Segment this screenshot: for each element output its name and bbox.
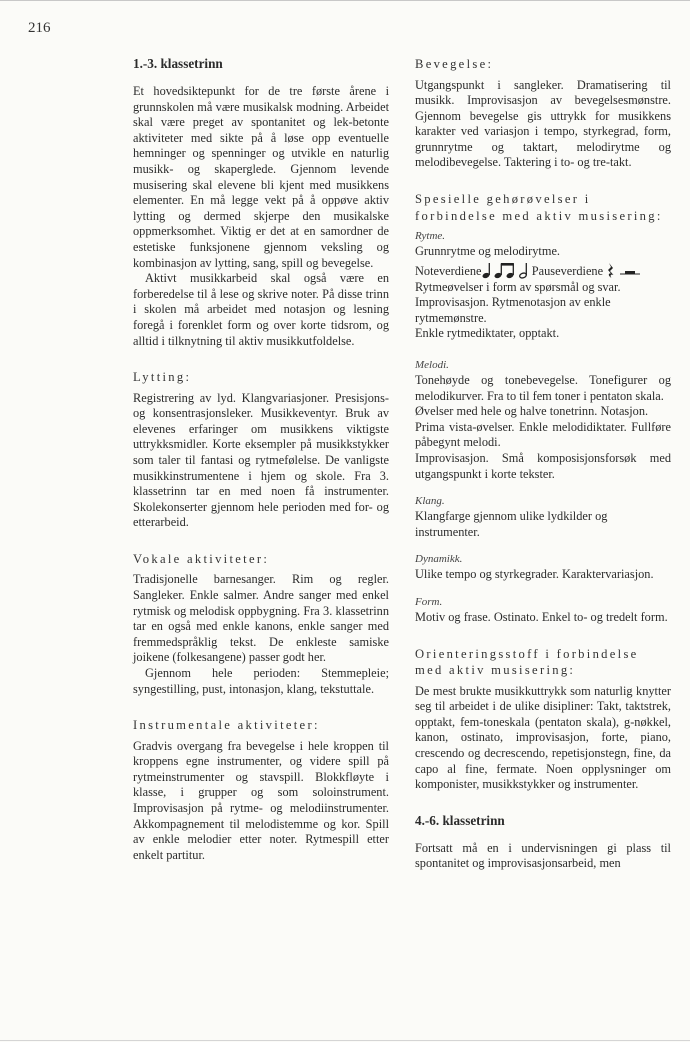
bottom-edge-rule [0,1040,690,1041]
melodi-line-4: Improvisasjon. Små komposisjonsforsøk med utgangspunkt i korte tekster. [415,451,671,481]
subheading-form: Form. [415,595,443,608]
left-column [133,56,389,863]
subheading-klang: Klang. [415,495,445,508]
quarter-note-icon [482,262,491,279]
intro-paragraph-1: Et hovedsiktepunkt for de tre første årene i grunnskolen må være musikalsk modning. Arbeidet skal være preget av spontanitet og lek-betonte aktiviteter med sikte på å løse opp eventuelle hemninger og spenninger og utvikle en naturlig musikk- og skaperglede. Gjennom levende musisering skal elevene bli kjent med musikkens elementer. En må legge vekt på å oppøve aktiv lytting og dermed skjerpe den musikalske oppmerksomhet. Viktig er det at en samordner de estetiske funksjonene gjennom veksling og kombinasjon av lytting, sang, spill og bevegelse. [133,84,389,270]
heading-grade-1-3: 1.-3. klassetrinn [133,56,223,71]
melodi-line-1: Tonehøyde og tonebevegelse. Tonefigurer og melodikurver. Fra to til fem toner i pentaton skala. [415,373,671,403]
orienteringsstoff-text: De mest brukte musikkuttrykk som naturlig knytter seg til arbeidet i de ulike disipliner: Takt, taktstrek, opptakt, fem-toneskala (pentaton skala), g-nøkkel, kanon, ostinato, improvisasjon, forte, piano, crescendo og decrescendo, repetisjonstegn, fine, da capo al fine, fermate. Noen opplysninger om komponister, musikkstykker og instrumenter. [415,683,671,792]
subheading-dynamikk: Dynamikk. [415,553,463,566]
rytme-line-2: Rytmeøvelser i form av spørsmål og svar. Improvisasjon. Rytmenotasjon av enkle rytmemønstre. [415,279,621,325]
eighth-notes-icon [494,262,516,279]
melodi-line-2: Øvelser med hele og halve tonetrinn. Notasjon. [415,404,649,419]
instrumentale-text: Gradvis overgang fra bevegelse i hele kroppen til kroppens egne instrumenter, og videre spill på rytmeinstrumenter og stavspill. Blokkfløyte i klasse, i grupper og som soloinstrument. Improvisasjon på rytme- og melodiinstrumenter. Akkompagnement til melodistemme og kor. Spill av enkle melodier etter noter. Rytmespill etter enkelt partitur. [133,738,389,862]
noteverdiene-label: Noteverdiene [415,263,482,278]
fortsatt-text: Fortsatt må en i undervisningen gi plass til spontanitet og improvisasjonsarbeid, men [415,840,671,871]
half-note-icon [519,262,529,279]
quarter-rest-icon [606,262,616,279]
subheading-melodi: Melodi. [415,359,449,372]
vokale-text: Tradisjonelle barnesanger. Rim og regler. Sangleker. Enkle salmer. Andre sanger med enkel rytmisk og melodisk oppbygning. Fra 3. klassetrinn tar en også med enkle kanons, enkle sanger med fremmedspråklig tekst. De enkleste samiske joikene (folkesangene) passer godt her. [133,572,389,665]
section-heading-vokale: Vokale aktiviteter: [133,551,270,566]
rytme-line-3: Enkle rytmediktater, opptakt. [415,326,560,341]
section-heading-lytting: Lytting: [133,370,192,385]
intro-paragraph-2: Aktivt musikkarbeid skal også være en forberedelse til å lese og skrive noter. På disse trinn i skolen må arbeidet med notasjon og lesning foregå i forenklet form og over korte tidsrom, og alltid i tilknytning til aktiv musikkutfoldelse. [133,271,389,348]
note-values-line [415,262,671,280]
bevegelse-text: Utgangspunkt i sangleker. Dramatisering til musikk. Improvisasjon av bevegelsesmønstre. Gjennom bevegelse gis uttrykk for musikkens karakter ved variasjon i tempo, styrkegrad, form, grunnrytme og taktart, melodirytme og melodibevegelse. Taktering i to- og tre-takt. [415,77,671,170]
rytme-line-1: Grunnrytme og melodirytme. [415,244,561,259]
subheading-rytme: Rytme. [415,230,446,243]
form-text: Motiv og frase. Ostinato. Enkel to- og tredelt form. [415,609,668,624]
vokale-text-2: Gjennom hele perioden: Stemmepleie; syngestilling, pust, intonasjon, klang, tekstuttale. [133,666,389,696]
right-column [415,56,671,872]
heading-grade-4-6: 4.-6. klassetrinn [415,812,505,828]
section-heading-orienteringsstoff: Orienteringsstoff i forbindelse med aktiv musisering: [415,646,639,678]
pauseverdiene-label: Pauseverdiene [531,263,604,278]
section-heading-instrumentale: Instrumentale aktiviteter: [133,718,320,733]
section-heading-bevegelse: Bevegelse: [415,57,494,71]
lytting-text: Registrering av lyd. Klangvariasjoner. Presisjons- og konsentrasjonsleker. Musikkeventyr. Bruk av elevenes erfaringer om musikkens viktigste uttrykksmidler. Korte eksempler på musikkstykker som taler til fantasi og rytmefølelse. De vanligste musikkinstrumentene i hjem og skole. Fra 3. klassetrinn tar en med noen få instrumenter. Skolekonserter gjennom hele perioden med for- og etterarbeid. [133,390,389,530]
dynamikk-text: Ulike tempo og styrkegrader. Karaktervariasjon. [415,567,654,582]
section-heading-gehorovelser: Spesielle gehørøvelser i forbindelse med aktiv musisering: [415,192,663,223]
top-edge-rule [0,0,690,1]
half-rest-icon [619,262,641,279]
melodi-line-3: Prima vista-øvelser. Enkle melodidiktater. Fullføre påbegynt melodi. [415,419,671,450]
klang-text: Klangfarge gjennom ulike lydkilder og instrumenter. [415,509,608,539]
page-number: 216 [28,20,51,36]
